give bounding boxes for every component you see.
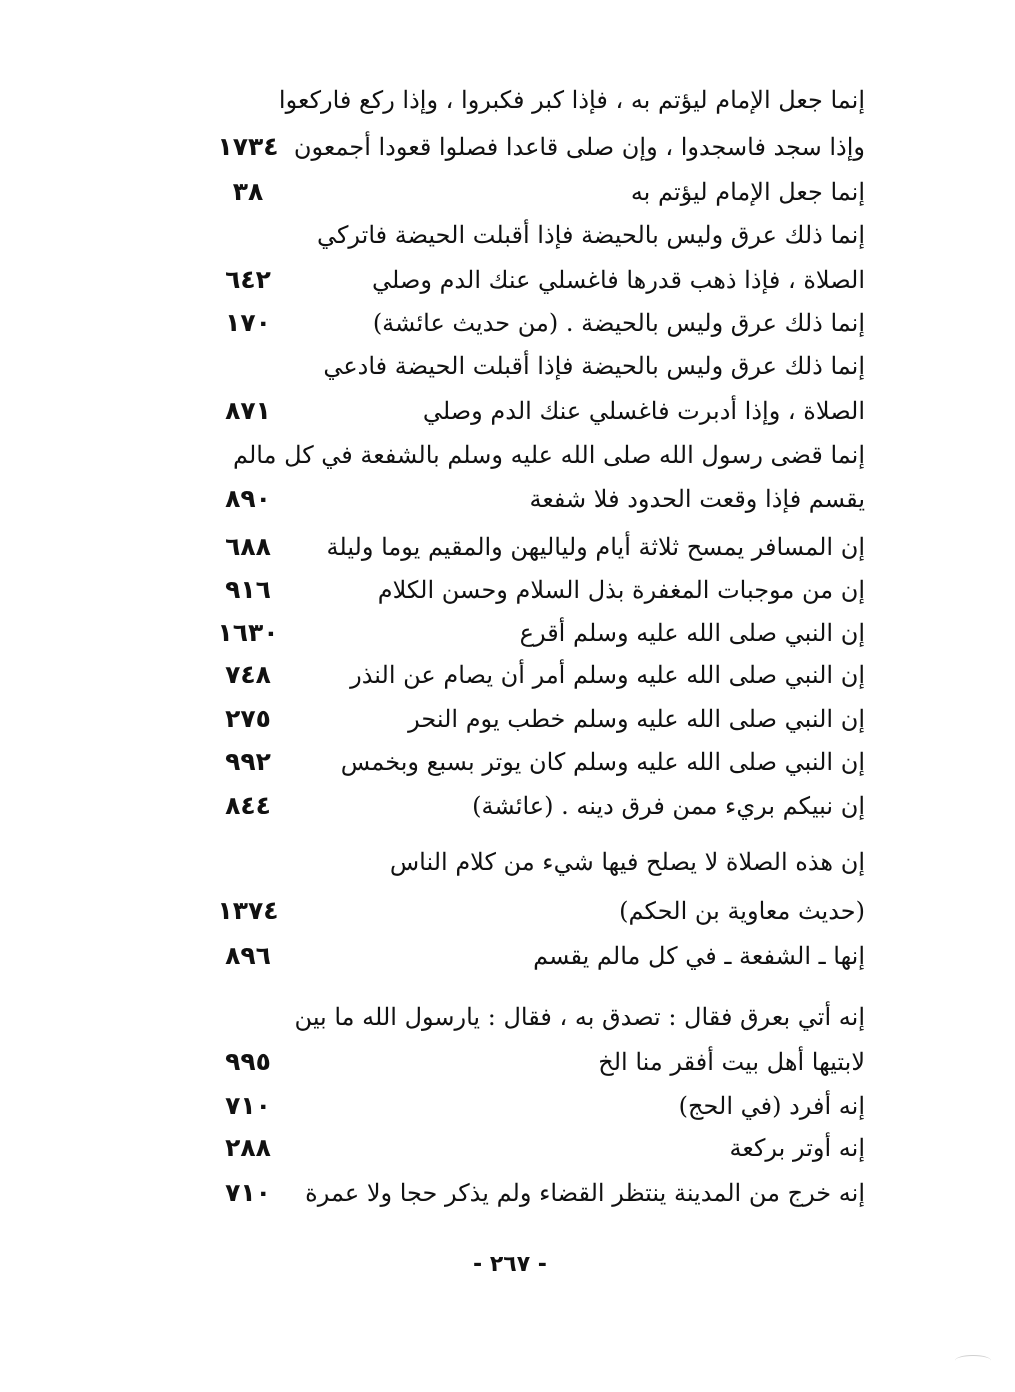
hadith-number: ٩٩٥: [225, 1047, 271, 1076]
hadith-number: ٧١٠: [225, 1091, 271, 1120]
hadith-text: إنه خرج من المدينة ينتظر القضاء ولم يذكر حجا ولا عمرة: [305, 1179, 865, 1207]
hadith-number: ١٦٣٠: [217, 618, 279, 647]
hadith-text: إنها ـ الشفعة ـ في كل مالم يقسم: [533, 942, 865, 970]
hadith-number: ١٣٧٤: [217, 896, 279, 925]
hadith-number: ٨٧١: [225, 396, 271, 425]
hadith-number: ٧١٠: [225, 1178, 271, 1207]
hadith-text: يقسم فإذا وقعت الحدود فلا شفعة: [529, 485, 865, 513]
hadith-text: إنما ذلك عرق وليس بالحيضة فإذا أقبلت الحيضة فادعي: [323, 352, 865, 380]
hadith-text: إنما ذلك عرق وليس بالحيضة فإذا أقبلت الحيضة فاتركي: [316, 221, 865, 249]
hadith-number: ١٧٠: [225, 308, 271, 337]
index-entry: [195, 344, 865, 388]
page-number: - ٢٦٧ -: [473, 1252, 547, 1277]
index-entry: [195, 995, 865, 1039]
index-entry: [195, 477, 865, 521]
index-entry: [195, 1126, 865, 1170]
index-entry: [195, 840, 865, 884]
index-entry: [195, 1084, 865, 1128]
index-entry: [195, 433, 865, 477]
hadith-number: ٨٤٤: [225, 791, 271, 820]
index-entry: [195, 525, 865, 569]
hadith-text: إن النبي صلى الله عليه وسلم كان يوتر بسبع وبخمس: [340, 748, 865, 776]
hadith-text: إنما قضى رسول الله صلى الله عليه وسلم بالشفعة في كل مالم: [232, 441, 865, 469]
scan-mark: [955, 1355, 991, 1366]
hadith-text: إنه أوتر بركعة: [729, 1134, 865, 1162]
hadith-number: ٦٤٢: [225, 265, 271, 294]
index-entry: [195, 389, 865, 433]
index-entry: [195, 611, 865, 655]
hadith-text: الصلاة ، فإذا ذهب قدرها فاغسلي عنك الدم وصلي: [372, 266, 865, 294]
index-entry: [195, 568, 865, 612]
hadith-text: إن هذه الصلاة لا يصلح فيها شيء من كلام الناس: [389, 848, 865, 876]
hadith-number: ٣٨: [232, 177, 264, 206]
hadith-number: ٩١٦: [225, 575, 271, 604]
hadith-text: إن المسافر يمسح ثلاثة أيام ولياليهن والمقيم يوما وليلة: [326, 533, 865, 561]
index-entry: [195, 697, 865, 741]
hadith-text: إن النبي صلى الله عليه وسلم أمر أن يصام عن النذر: [350, 661, 865, 689]
hadith-number: ٢٧٥: [225, 704, 271, 733]
hadith-number: ٢٨٨: [225, 1133, 271, 1162]
index-entry: [195, 934, 865, 978]
hadith-number: ١٧٣٤: [217, 132, 279, 161]
hadith-text: إن نبيكم بريء ممن فرق دينه . (عائشة): [472, 792, 865, 820]
hadith-number: ٨٩٠: [225, 484, 271, 513]
index-entry: [195, 784, 865, 828]
hadith-text: الصلاة ، وإذا أدبرت فاغسلي عنك الدم وصلي: [422, 397, 865, 425]
hadith-text: لابتيها أهل بيت أفقر منا الخ: [598, 1048, 865, 1076]
hadith-text: إن النبي صلى الله عليه وسلم خطب يوم النحر: [408, 705, 865, 733]
hadith-text: وإذا سجد فاسجدوا ، وإن صلى قاعدا فصلوا قعودا أجمعون: [293, 133, 865, 161]
index-entry: [195, 1171, 865, 1215]
hadith-text: إنه أتي بعرق فقال : تصدق به ، فقال : يارسول الله ما بين: [294, 1003, 865, 1031]
hadith-text: إنما ذلك عرق وليس بالحيضة . (من حديث عائشة): [372, 309, 865, 337]
index-entry: [195, 301, 865, 345]
index-entry: [195, 258, 865, 302]
hadith-number: ٧٤٨: [225, 660, 271, 689]
index-entry: [195, 78, 865, 122]
index-entry: [195, 125, 865, 169]
hadith-text: إنه أفرد (في الحج): [678, 1092, 865, 1120]
hadith-text: إنما جعل الإمام ليؤتم به ، فإذا كبر فكبروا ، وإذا ركع فاركعوا: [278, 86, 865, 114]
index-entry: [195, 213, 865, 257]
hadith-text: إن النبي صلى الله عليه وسلم أقرع: [519, 619, 865, 647]
index-entry: [195, 740, 865, 784]
hadith-number: ٦٨٨: [225, 532, 271, 561]
index-entry: [195, 1040, 865, 1084]
hadith-text: إنما جعل الإمام ليؤتم به: [630, 178, 865, 206]
index-entry: [195, 889, 865, 933]
hadith-number: ٩٩٢: [225, 747, 271, 776]
hadith-text: إن من موجبات المغفرة بذل السلام وحسن الكلام: [377, 576, 865, 604]
index-entry: [195, 653, 865, 697]
hadith-number: ٨٩٦: [225, 941, 271, 970]
hadith-text: (حديث معاوية بن الحكم): [619, 897, 865, 925]
index-entry: [195, 170, 865, 214]
